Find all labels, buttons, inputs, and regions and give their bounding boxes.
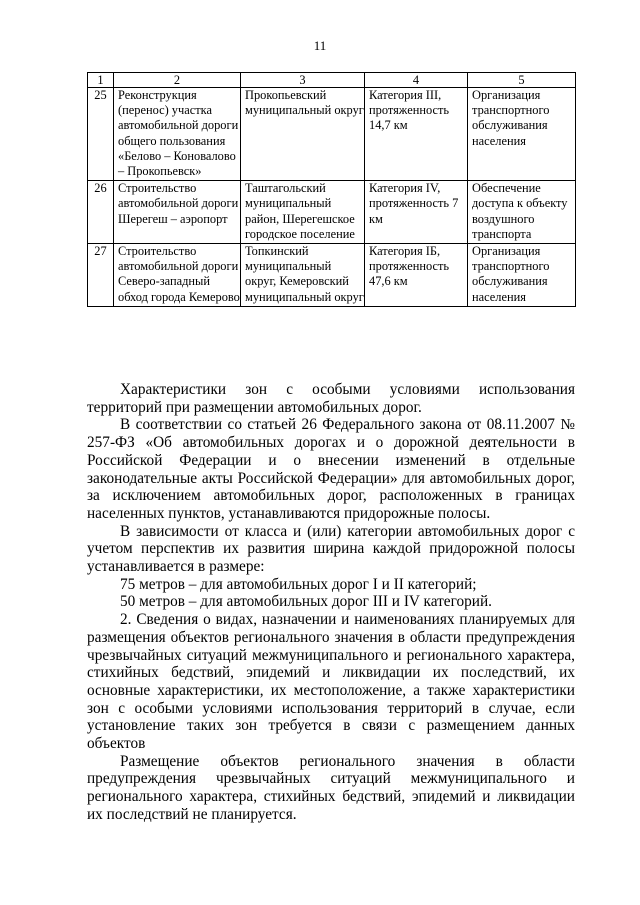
placement-not-planned-paragraph: Размещение объектов регионального значения в области предупреждения чрезвычайных ситуаций межмуниципального и регионального характера, стихийных бедствий, эпидемий и ликвидации их последствий не планируется. [87, 752, 575, 823]
location-cell: Топкинский муниципальный округ, Кемеровский муниципальный округ [241, 244, 365, 307]
body-text [87, 381, 575, 824]
section-2-paragraph: 2. Сведения о видах, назначении и наименованиях планируемых для размещения объектов регионального значения в области предупреждения чрезвычайных ситуаций межмуниципального и регионального характера, стихийных бедствий, эпидемий и ликвидации их последствий, их основные характеристики, их местоположение, а также характеристики зон с особыми условиями использования территорий в случае, если установление таких зон требуется в связи с размещением данных объектов [87, 611, 575, 753]
roadside-width-paragraph: В зависимости от класса и (или) категории автомобильных дорог с учетом перспектив их развития ширина каждой придорожной полосы устанавливается в размере: [87, 522, 575, 576]
purpose-cell: Обеспечение доступа к объекту воздушного транспорта [468, 181, 576, 244]
zones-heading-paragraph: Характеристики зон с особыми условиями использования территорий при размещении автомобильных дорог. [87, 381, 575, 416]
object-name-cell: Реконструкция (перенос) участка автомобильной дороги общего пользования «Белово – Коновалово – Прокопьевск» [114, 88, 241, 181]
object-name-cell: Строительство автомобильной дороги Шерегеш – аэропорт [114, 181, 241, 244]
table-header-row [88, 73, 576, 88]
row-number: 25 [88, 88, 114, 181]
law-reference-paragraph: В соответствии со статьей 26 Федерального закона от 08.11.2007 № 257-ФЗ «Об автомобильных дорогах и о дорожной деятельности в Российской Федерации и о внесении изменений в отдельные законодательные акты Российской Федерации» для автомобильных дорог, за исключением автомобильных дорог, расположенных в границах населенных пунктов, устанавливаются придорожные полосы. [87, 416, 575, 522]
width-item-1-2-category: 75 метров – для автомобильных дорог I и II категорий; [120, 575, 477, 593]
location-cell: Таштагольский муниципальный район, Шерегешское городское поселение [241, 181, 365, 244]
object-name-cell: Строительство автомобильной дороги Северо-западный обход города Кемерово [114, 244, 241, 307]
page-number: 11 [313, 38, 327, 53]
characteristics-cell: Категория IБ, протяженность 47,6 км [365, 244, 468, 307]
table-header-cell: 4 [365, 73, 468, 88]
objects-table [87, 72, 576, 307]
width-item-3-4-category: 50 метров – для автомобильных дорог III и IV категорий. [120, 593, 492, 611]
characteristics-cell: Категория III, протяженность 14,7 км [365, 88, 468, 181]
table-header-cell: 2 [114, 73, 241, 88]
row-number: 26 [88, 181, 114, 244]
location-cell: Прокопьевский муниципальный округ [241, 88, 365, 181]
table-header-cell: 1 [88, 73, 114, 88]
table-row [88, 88, 576, 181]
table-row [88, 181, 576, 244]
table-header-cell: 5 [468, 73, 576, 88]
purpose-cell: Организация транспортного обслуживания населения [468, 244, 576, 307]
characteristics-cell: Категория IV, протяженность 7 км [365, 181, 468, 244]
row-number: 27 [88, 244, 114, 307]
purpose-cell: Организация транспортного обслуживания населения [468, 88, 576, 181]
table-row [88, 244, 576, 307]
table-header-cell: 3 [241, 73, 365, 88]
